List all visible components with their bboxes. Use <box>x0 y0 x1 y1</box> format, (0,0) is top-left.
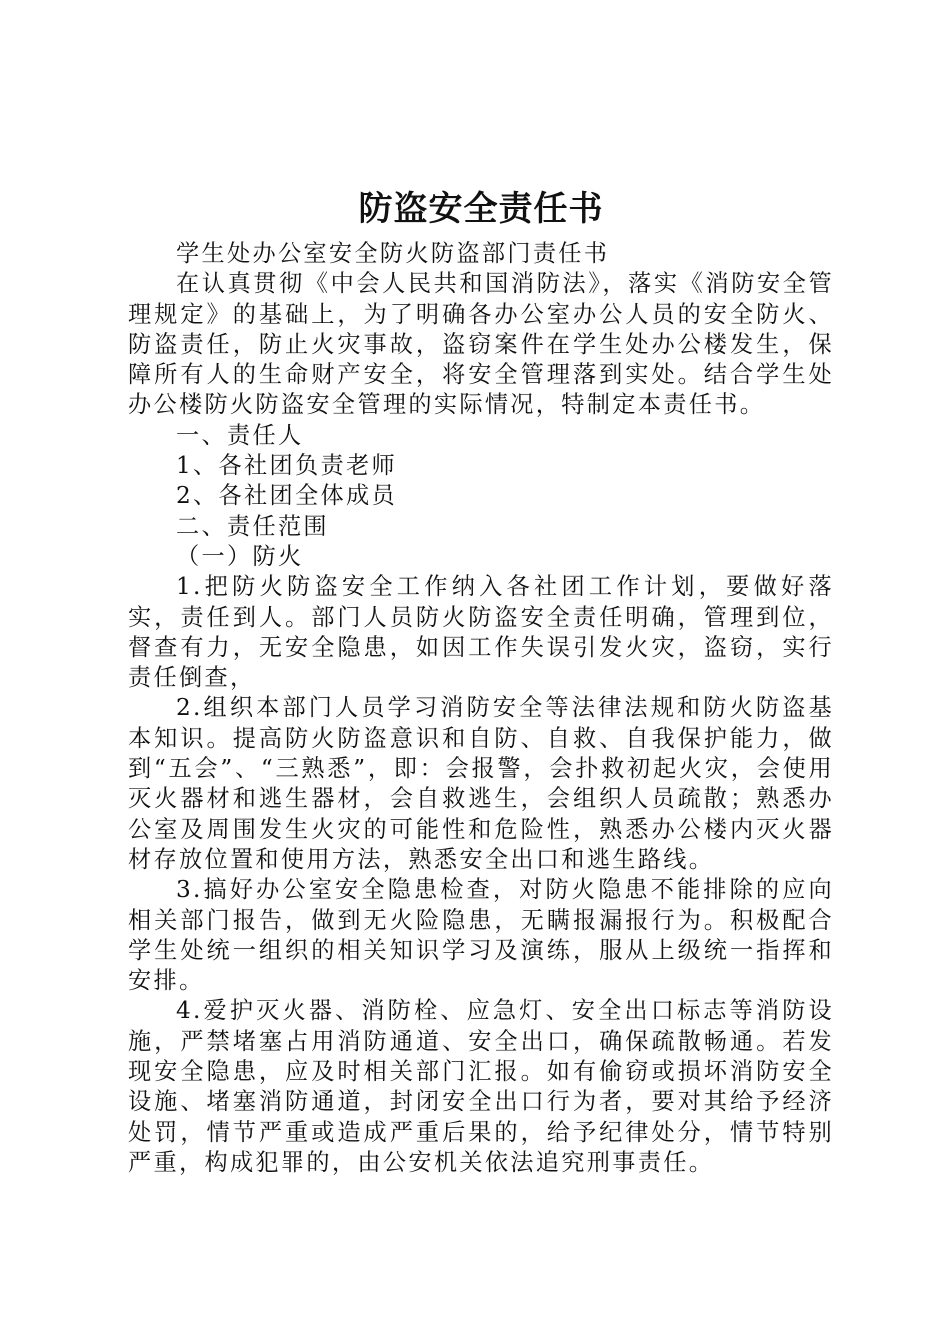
list-item-responsible-teachers: 1、各社团负责老师 <box>176 452 397 480</box>
section-heading-responsible-persons: 一、责任人 <box>176 421 304 449</box>
document-subtitle: 学生处办公室安全防火防盗部门责任书 <box>176 240 610 267</box>
clause-4-paragraph: 4.爱护灭火器、消防栓、应急灯、安全出口标志等消防设施，严禁堵塞占用消防通道、安全出口，确保疏散畅通。若发现安全隐患，应及时相关部门汇报。如有偷窃或损坏消防安全设施、堵塞消防通道，封闭安全出口行为者，要对其给予经济处罚，情节严重或造成严重后果的，给予纪律处分，情节特别严重，构成犯罪的，由公安机关依法追究刑事责任。 <box>128 997 834 1176</box>
clause-2-paragraph: 2.组织本部门人员学习消防安全等法律法规和防火防盗基本知识。提高防火防盗意识和自防、自救、自我保护能力，做到“五会”、“三熟悉”，即：会报警，会扑救初起火灾，会使用灭火器材和逃生器材，会自救逃生，会组织人员疏散；熟悉办公室及周围发生火灾的可能性和危险性，熟悉办公楼内灭火器材存放位置和使用方法，熟悉安全出口和逃生路线。 <box>128 694 834 873</box>
clause-3-paragraph: 3.搞好办公室安全隐患检查，对防火隐患不能排除的应向相关部门报告，做到无火险隐患，无瞒报漏报行为。积极配合学生处统一组织的相关知识学习及演练，服从上级统一指挥和安排。 <box>128 876 834 995</box>
intro-paragraph: 在认真贯彻《中会人民共和国消防法》，落实《消防安全管理规定》的基础上，为了明确各办公室办公人员的安全防火、防盗责任，防止火灾事故，盗窃案件在学生处办公楼发生，保障所有人的生命财产安全，将安全管理落到实处。结合学生处办公楼防火防盗安全管理的实际情况，特制定本责任书。 <box>128 270 834 419</box>
document-title: 防盗安全责任书 <box>358 189 604 229</box>
clause-1-paragraph: 1.把防火防盗安全工作纳入各社团工作计划，要做好落实，责任到人。部门人员防火防盗安全责任明确，管理到位，督查有力，无安全隐患，如因工作失误引发火灾，盗窃，实行责任倒查， <box>128 573 834 692</box>
document-page <box>128 183 834 1178</box>
section-heading-scope: 二、责任范围 <box>176 512 329 540</box>
subsection-heading-fire-prevention: （一）防火 <box>176 542 304 570</box>
list-item-all-members: 2、各社团全体成员 <box>176 482 397 510</box>
